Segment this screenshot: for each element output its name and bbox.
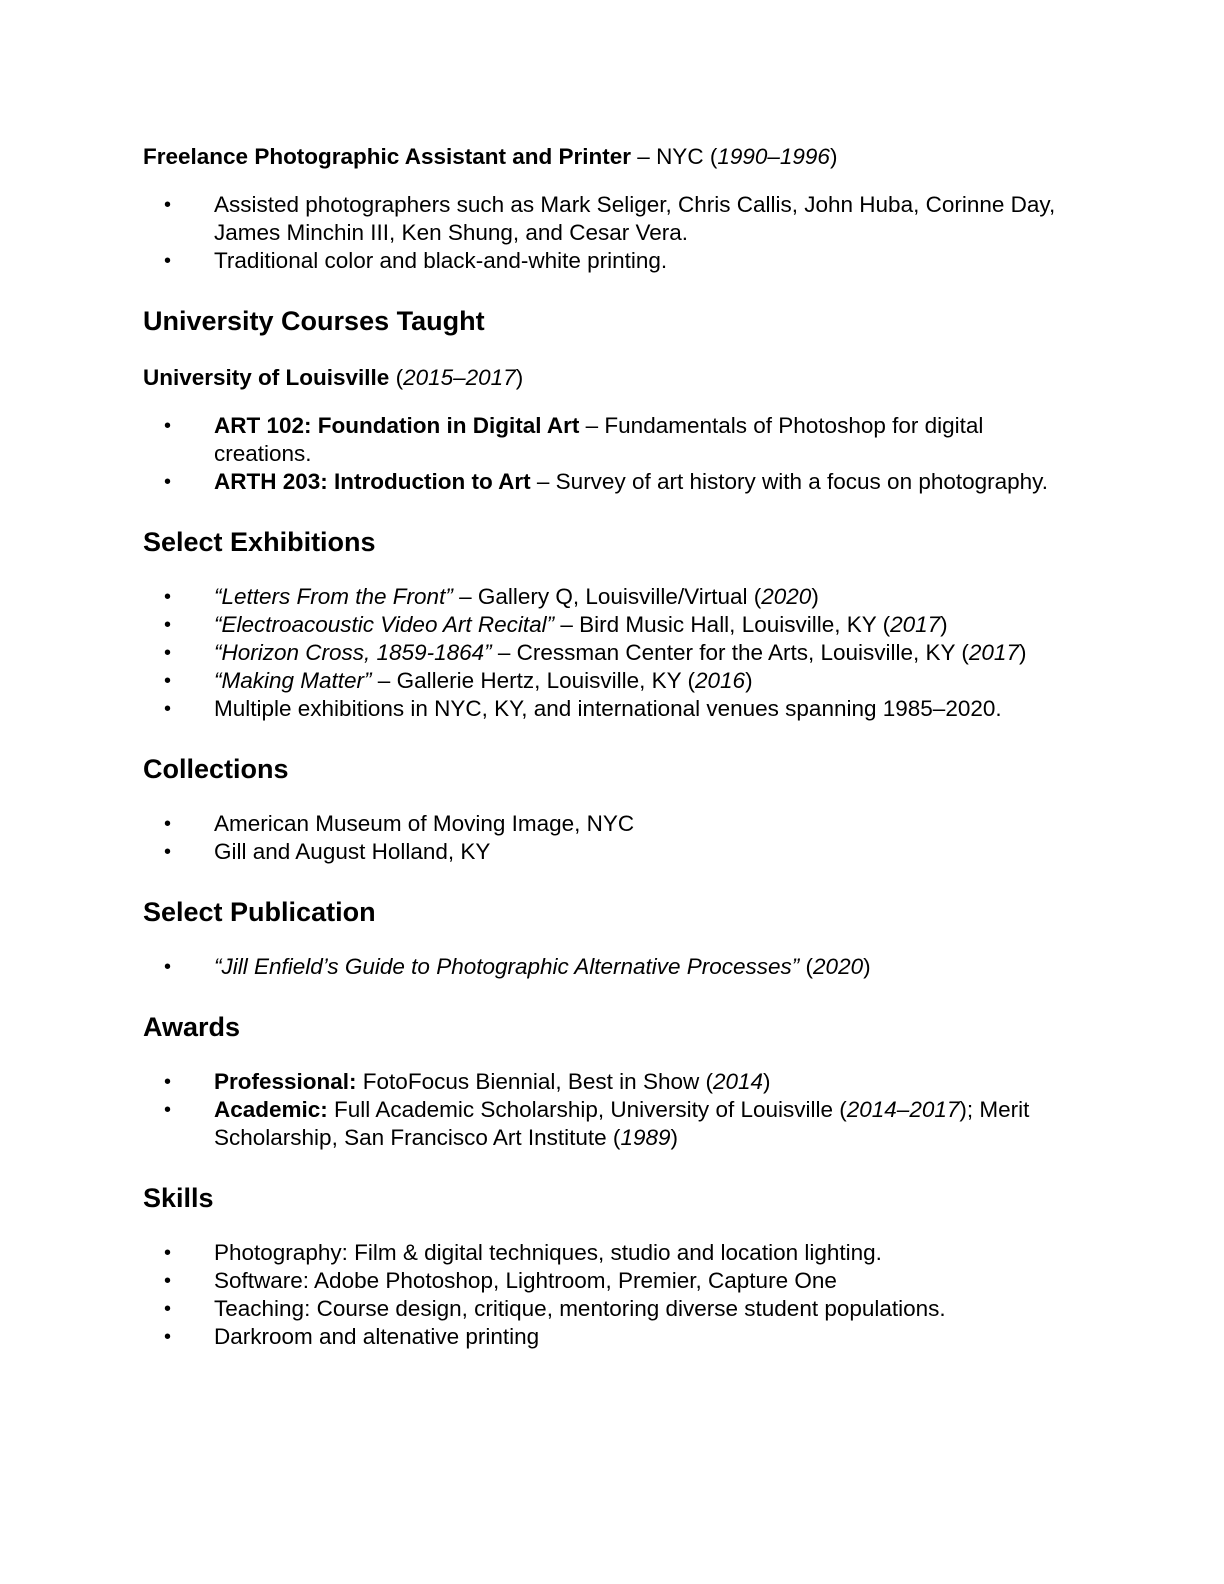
school-entry: University of Louisville (2015–2017) — [143, 365, 524, 390]
bullet-icon: • — [164, 614, 172, 636]
bullet-icon: • — [164, 415, 172, 437]
job-years: 1990–1996 — [717, 144, 830, 169]
school-name: University of Louisville — [143, 365, 390, 390]
job-duties-list — [143, 191, 1083, 275]
bullet-icon: • — [164, 956, 172, 978]
list-item: • Academic: Full Academic Scholarship, University of Louisville (2014–2017); Merit Scholarship, San Francisco Art Institute (1989) — [164, 1097, 1030, 1150]
bullet-icon: • — [164, 194, 172, 216]
list-item: • Teaching: Course design, critique, mentoring diverse student populations. — [164, 1296, 946, 1321]
bullet-icon: • — [164, 698, 172, 720]
publication-list — [143, 953, 1083, 981]
bullet-icon: • — [164, 642, 172, 664]
bullet-icon: • — [164, 841, 172, 863]
list-item: • “Letters From the Front” – Gallery Q, Louisville/Virtual (2020) — [164, 584, 819, 609]
section-heading-skills: Skills — [143, 1183, 214, 1213]
list-item: • Assisted photographers such as Mark Seliger, Chris Callis, John Huba, Corinne Day, James Minchin III, Ken Shung, and Cesar Vera. — [164, 192, 1056, 245]
section-heading-publication: Select Publication — [143, 897, 376, 927]
bullet-icon: • — [164, 1298, 172, 1320]
bullet-icon: • — [164, 813, 172, 835]
list-item: • “Electroacoustic Video Art Recital” – Bird Music Hall, Louisville, KY (2017) — [164, 612, 948, 637]
list-item: • Photography: Film & digital techniques, studio and location lighting. — [164, 1240, 882, 1265]
exhibitions-list — [143, 583, 1083, 723]
section-heading-courses: University Courses Taught — [143, 306, 485, 336]
bullet-icon: • — [164, 670, 172, 692]
school-years: 2015–2017 — [403, 365, 516, 390]
bullet-icon: • — [164, 1270, 172, 1292]
collections-list — [143, 810, 1083, 866]
list-item: • Gill and August Holland, KY — [164, 839, 491, 864]
list-item: • American Museum of Moving Image, NYC — [164, 811, 635, 836]
section-heading-awards: Awards — [143, 1012, 241, 1042]
job-entry: Freelance Photographic Assistant and Printer – NYC (1990–1996) — [143, 144, 838, 169]
list-item: • Professional: FotoFocus Biennial, Best in Show (2014) — [164, 1069, 771, 1094]
bullet-icon: • — [164, 250, 172, 272]
skills-list — [143, 1239, 1083, 1351]
list-item: • “Making Matter” – Gallerie Hertz, Louisville, KY (2016) — [164, 668, 753, 693]
bullet-icon: • — [164, 1326, 172, 1348]
resume-page — [143, 141, 1083, 1351]
bullet-icon: • — [164, 1242, 172, 1264]
list-item: • ARTH 203: Introduction to Art – Survey of art history with a focus on photography. — [164, 469, 1049, 494]
list-item: • “Jill Enfield’s Guide to Photographic Alternative Processes” (2020) — [164, 954, 871, 979]
list-item: • ART 102: Foundation in Digital Art – Fundamentals of Photoshop for digital creations. — [164, 413, 984, 466]
bullet-icon: • — [164, 471, 172, 493]
section-heading-exhibitions: Select Exhibitions — [143, 527, 376, 557]
job-title: Freelance Photographic Assistant and Printer — [143, 144, 632, 169]
job-location: – NYC ( — [631, 144, 718, 169]
list-item: • Software: Adobe Photoshop, Lightroom, Premier, Capture One — [164, 1268, 837, 1293]
list-item: • Multiple exhibitions in NYC, KY, and international venues spanning 1985–2020. — [164, 696, 1002, 721]
courses-list — [143, 412, 1083, 496]
bullet-icon: • — [164, 586, 172, 608]
list-item: • Darkroom and altenative printing — [164, 1324, 540, 1349]
list-item: • Traditional color and black-and-white printing. — [164, 248, 668, 273]
bullet-icon: • — [164, 1071, 172, 1093]
section-heading-collections: Collections — [143, 754, 289, 784]
bullet-icon: • — [164, 1099, 172, 1121]
awards-list — [143, 1068, 1083, 1152]
list-item: • “Horizon Cross, 1859-1864” – Cressman Center for the Arts, Louisville, KY (2017) — [164, 640, 1027, 665]
